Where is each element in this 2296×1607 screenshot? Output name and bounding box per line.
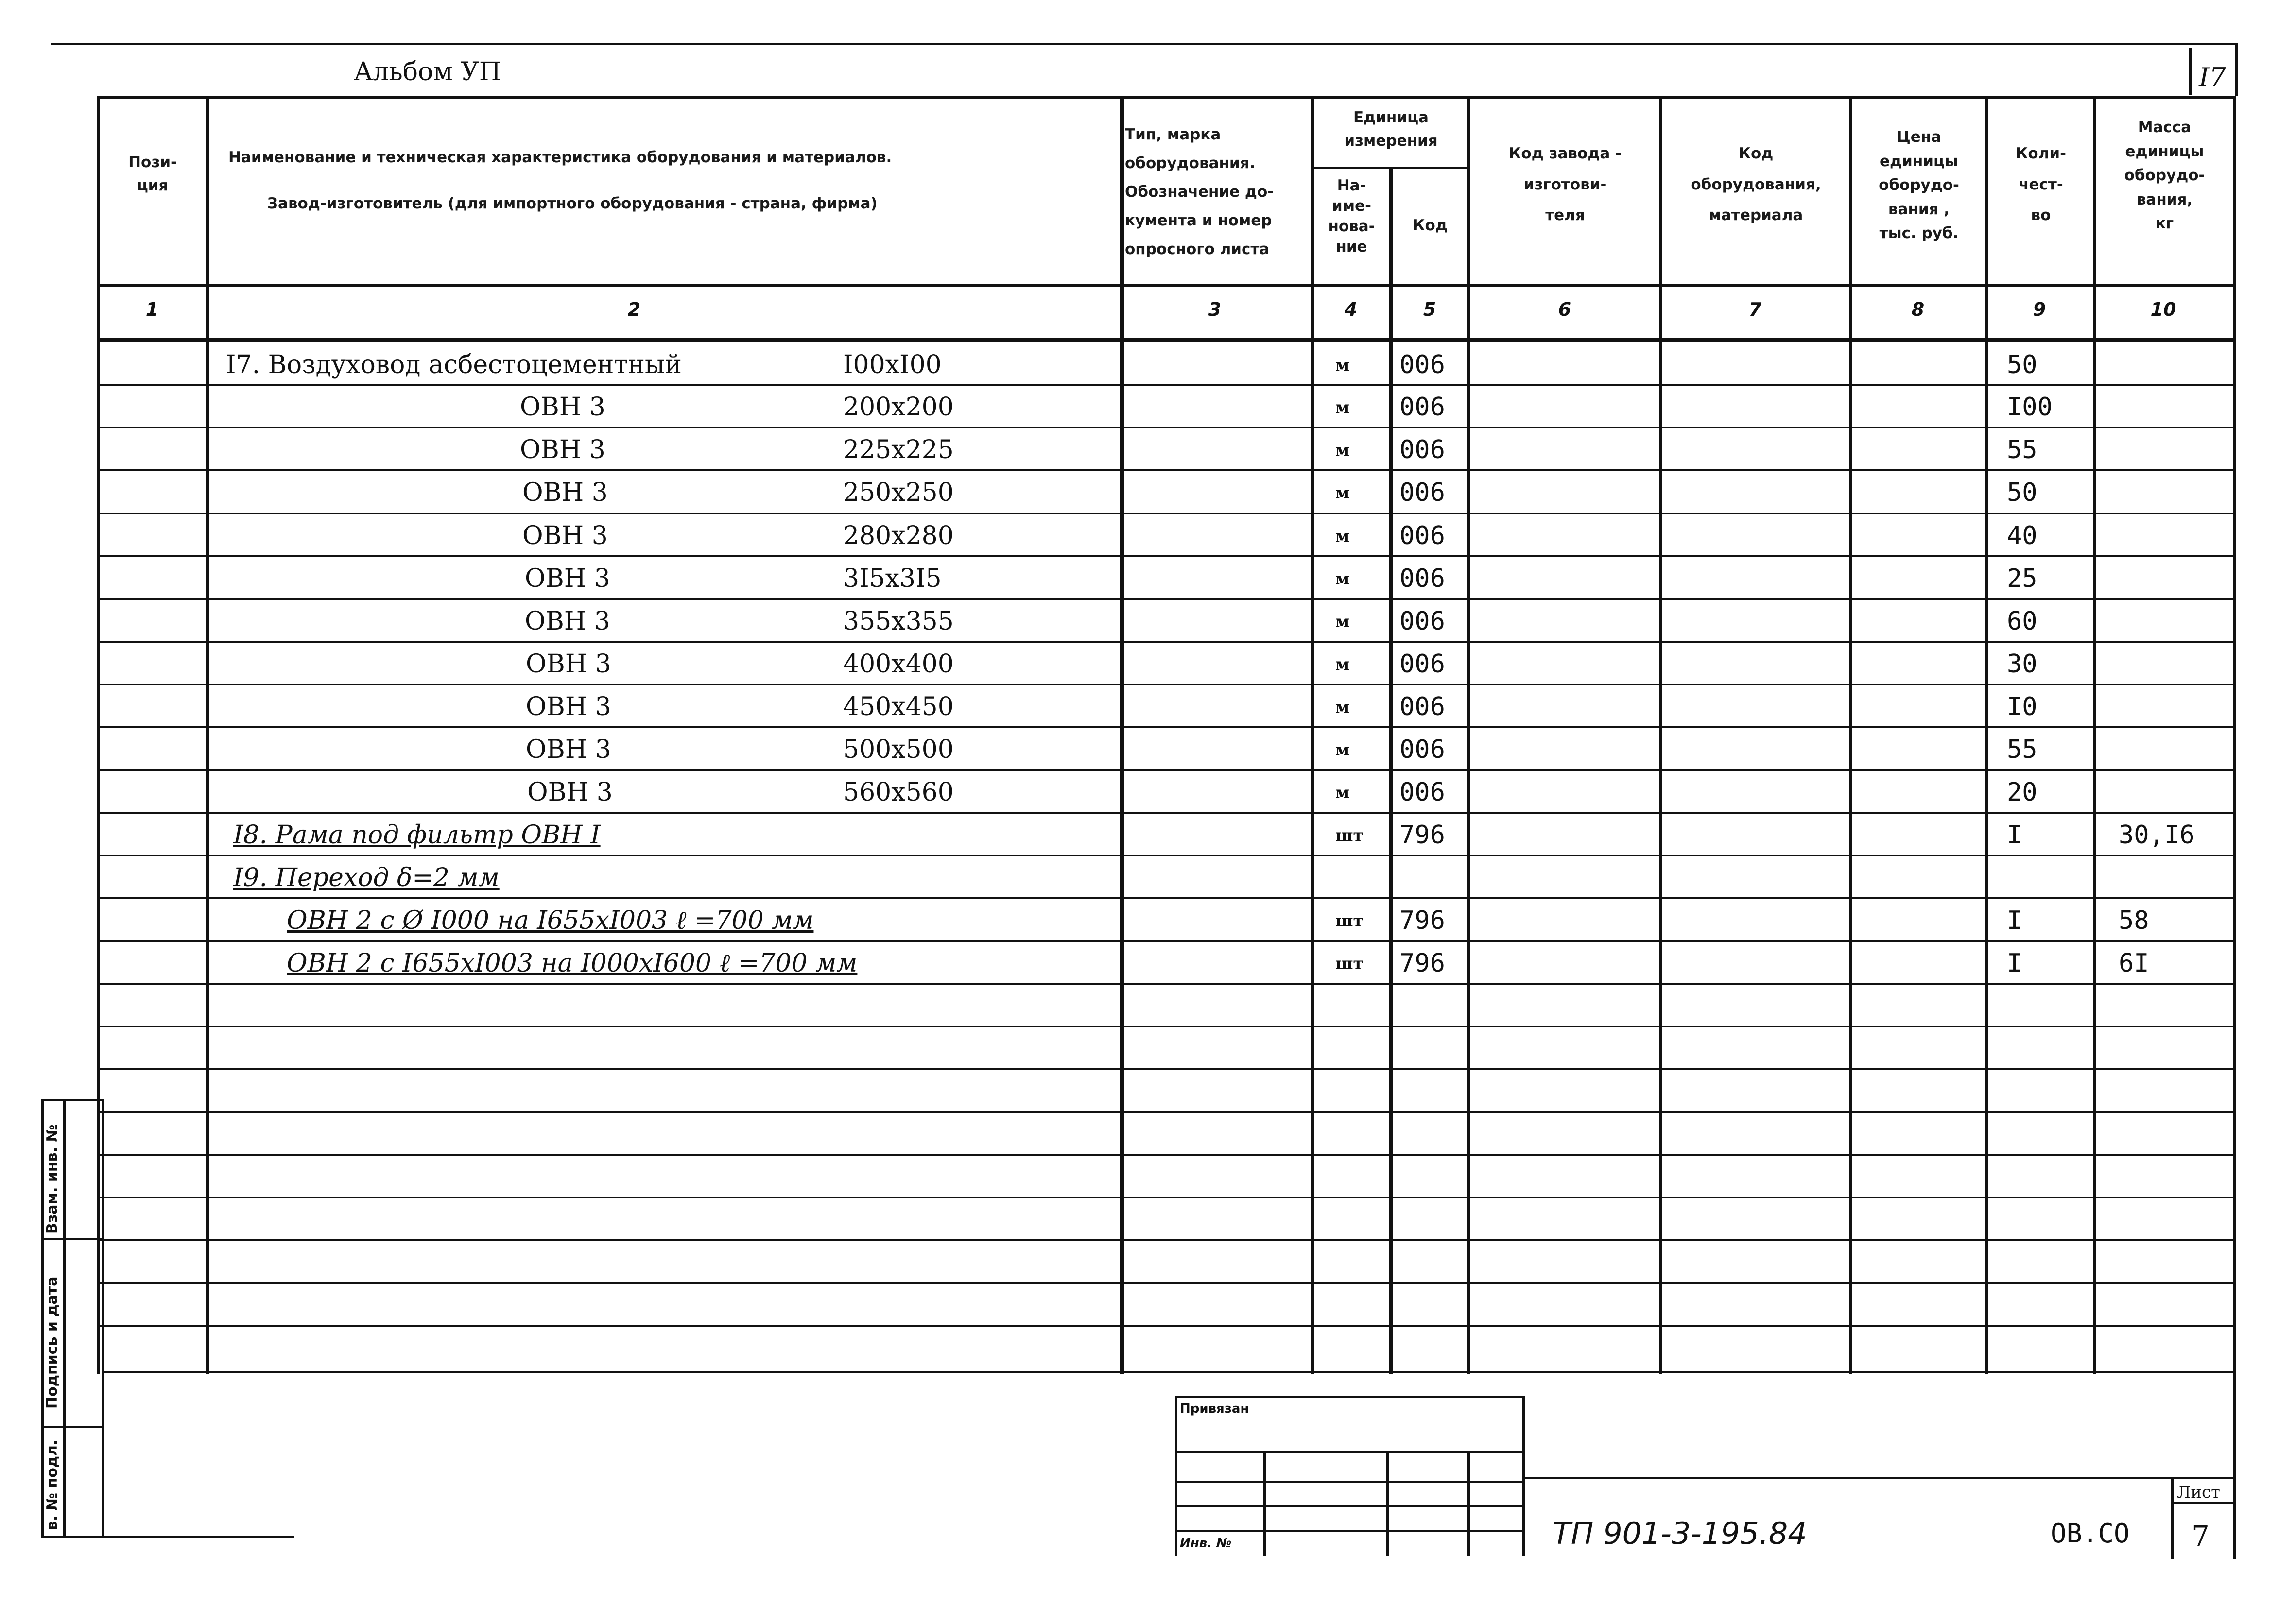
row-divider [97, 684, 2235, 685]
row-quantity: 30 [2007, 650, 2037, 679]
row-divider [97, 513, 2235, 514]
document-code: ТП 901-3-195.84 [1553, 1516, 1807, 1551]
row-name: ОВН 3 [522, 521, 608, 550]
row-divider [97, 1026, 2235, 1027]
row-divider [97, 555, 2235, 557]
row-quantity: 60 [2007, 607, 2037, 636]
row-quantity: 20 [2007, 778, 2037, 807]
row-divider [97, 1282, 2235, 1284]
row-unit: м [1335, 441, 1350, 460]
row-quantity: 55 [2007, 735, 2037, 764]
row-divider [97, 983, 2235, 985]
row-unit: м [1335, 356, 1350, 375]
row-divider [97, 469, 2235, 471]
row-size: 280x280 [843, 521, 954, 550]
stamp-privyazan: Привязан [1180, 1402, 1249, 1416]
header-price: Цена единицы оборудо- вания , тыс. руб. [1879, 128, 1959, 242]
row-name: ОВН 3 [526, 692, 611, 721]
header-unit-name: На- име- нова- ние [1328, 177, 1375, 256]
row-mass: 6I [2119, 949, 2149, 978]
row-name: ОВН 3 [520, 435, 605, 464]
row-unit: м [1335, 698, 1350, 717]
row-size: 355x355 [843, 607, 954, 636]
row-unit-code: 006 [1399, 650, 1445, 679]
row-unit: шт [1335, 826, 1364, 845]
row-divider [97, 384, 2235, 386]
section-code: ОВ.СО [2051, 1518, 2130, 1549]
header-name-line1: Наименование и техническая характеристика оборудования и материалов. [228, 149, 892, 166]
row-unit: м [1335, 783, 1350, 803]
row-size: 400x400 [843, 650, 954, 679]
header-position: Пози- ция [128, 154, 177, 195]
header-equipment-code: Код оборудования, материала [1691, 145, 1821, 224]
row-unit-code: 006 [1399, 564, 1445, 593]
row-quantity: 50 [2007, 478, 2037, 507]
row-mass: 30,I6 [2119, 821, 2195, 850]
row-divider [97, 1111, 2235, 1113]
row-unit: м [1335, 612, 1350, 632]
col-num-1: 1 [145, 299, 159, 320]
row-unit-code: 006 [1399, 778, 1445, 807]
col-num-10: 10 [2150, 299, 2176, 320]
row-divider [97, 726, 2235, 728]
row-quantity: 25 [2007, 564, 2037, 593]
row-quantity: I0 [2007, 692, 2037, 721]
row-size: 450x450 [843, 692, 954, 721]
row-unit: м [1335, 483, 1350, 503]
row-unit-code: 006 [1399, 478, 1445, 507]
row-name: ОВН 3 [527, 778, 613, 807]
row-divider [97, 598, 2235, 600]
row-size: 200x200 [843, 393, 954, 422]
row-unit-code: 006 [1399, 393, 1445, 422]
row-divider [97, 897, 2235, 899]
header-mass: Масса единицы оборудо- вания, кг [2124, 119, 2205, 233]
row-divider [97, 1325, 2235, 1327]
row-size: 250x250 [843, 478, 954, 507]
row-name: I8. Рама под фильтр ОВН I [233, 821, 601, 850]
col-num-3: 3 [1208, 299, 1222, 320]
row-unit: м [1335, 569, 1350, 589]
row-unit-code: 006 [1399, 692, 1445, 721]
row-divider [97, 1197, 2235, 1198]
side-label-inv: Взам. инв. № [44, 1124, 61, 1234]
row-name: ОВН 3 [520, 393, 605, 422]
sheet-label: Лист [2177, 1483, 2220, 1502]
col-num-7: 7 [1748, 299, 1762, 320]
row-unit-code: 796 [1399, 821, 1445, 850]
col-num-4: 4 [1344, 299, 1358, 320]
row-unit: шт [1335, 911, 1364, 931]
row-name: I9. Переход δ=2 мм [233, 863, 500, 892]
row-size: 225x225 [843, 435, 954, 464]
header-quantity: Коли- чест- во [2016, 145, 2066, 224]
side-label-signature: Подпись и дата [44, 1276, 61, 1409]
row-name: ОВН 3 [522, 478, 608, 507]
row-unit-code: 796 [1399, 906, 1445, 935]
row-unit: м [1335, 655, 1350, 674]
row-quantity: I [2007, 906, 2022, 935]
header-unit-group: Единица измерения [1344, 109, 1438, 150]
header-unit-code: Код [1413, 217, 1448, 234]
row-divider [97, 940, 2235, 942]
row-unit: м [1335, 398, 1350, 417]
col-num-2: 2 [627, 299, 641, 320]
row-unit: м [1335, 740, 1350, 760]
row-divider [97, 427, 2235, 428]
row-unit-code: 006 [1399, 435, 1445, 464]
row-divider [97, 1154, 2235, 1156]
row-name: ОВН 3 [526, 650, 611, 679]
row-unit: м [1335, 527, 1350, 546]
header-factory-code: Код завода - изготови- теля [1509, 145, 1622, 224]
album-title: Альбом УП [354, 57, 501, 86]
row-name: ОВН 3 [525, 564, 610, 593]
row-unit-code: 006 [1399, 735, 1445, 764]
col-num-6: 6 [1558, 299, 1571, 320]
row-quantity: 55 [2007, 435, 2037, 464]
row-quantity: I00 [2007, 393, 2053, 422]
row-unit: шт [1335, 954, 1364, 974]
side-label-orig: в. № подл. [44, 1439, 61, 1530]
row-unit-code: 006 [1399, 607, 1445, 636]
col-num-8: 8 [1911, 299, 1925, 320]
col-num-9: 9 [2033, 299, 2046, 320]
row-size: 560x560 [843, 778, 954, 807]
row-name: ОВН 3 [526, 735, 611, 764]
row-divider [97, 812, 2235, 814]
header-type: Тип, марка оборудования. Обозначение до- кумента и номер опросного листа [1125, 126, 1274, 258]
row-quantity: 50 [2007, 350, 2037, 379]
row-name: ОВН 3 [525, 607, 610, 636]
row-size: 3I5x3I5 [843, 564, 942, 593]
row-unit-code: 006 [1399, 521, 1445, 550]
col-num-5: 5 [1423, 299, 1436, 320]
header-name-line2: Завод-изготовитель (для импортного оборудования - страна, фирма) [267, 195, 878, 212]
row-size: I00xI00 [843, 350, 942, 379]
row-divider [97, 1239, 2235, 1241]
sheet-number-top: I7 [2199, 62, 2226, 93]
sheet-number: 7 [2192, 1520, 2210, 1553]
row-size: 500x500 [843, 735, 954, 764]
row-name: ОВН 2 с Ø I000 на I655xI003 ℓ =700 мм [287, 906, 814, 935]
stamp-inv-label: Инв. № [1180, 1536, 1232, 1551]
row-name: I7. Воздуховод асбестоцементный [226, 350, 682, 379]
row-divider [97, 769, 2235, 771]
row-unit-code: 006 [1399, 350, 1445, 379]
row-quantity: 40 [2007, 521, 2037, 550]
row-quantity: I [2007, 821, 2022, 850]
row-unit-code: 796 [1399, 949, 1445, 978]
row-mass: 58 [2119, 906, 2149, 935]
row-divider [97, 1068, 2235, 1070]
row-quantity: I [2007, 949, 2022, 978]
row-divider [97, 855, 2235, 856]
row-name: ОВН 2 с I655xI003 на I000xI600 ℓ =700 мм [287, 949, 858, 978]
row-divider [97, 641, 2235, 643]
